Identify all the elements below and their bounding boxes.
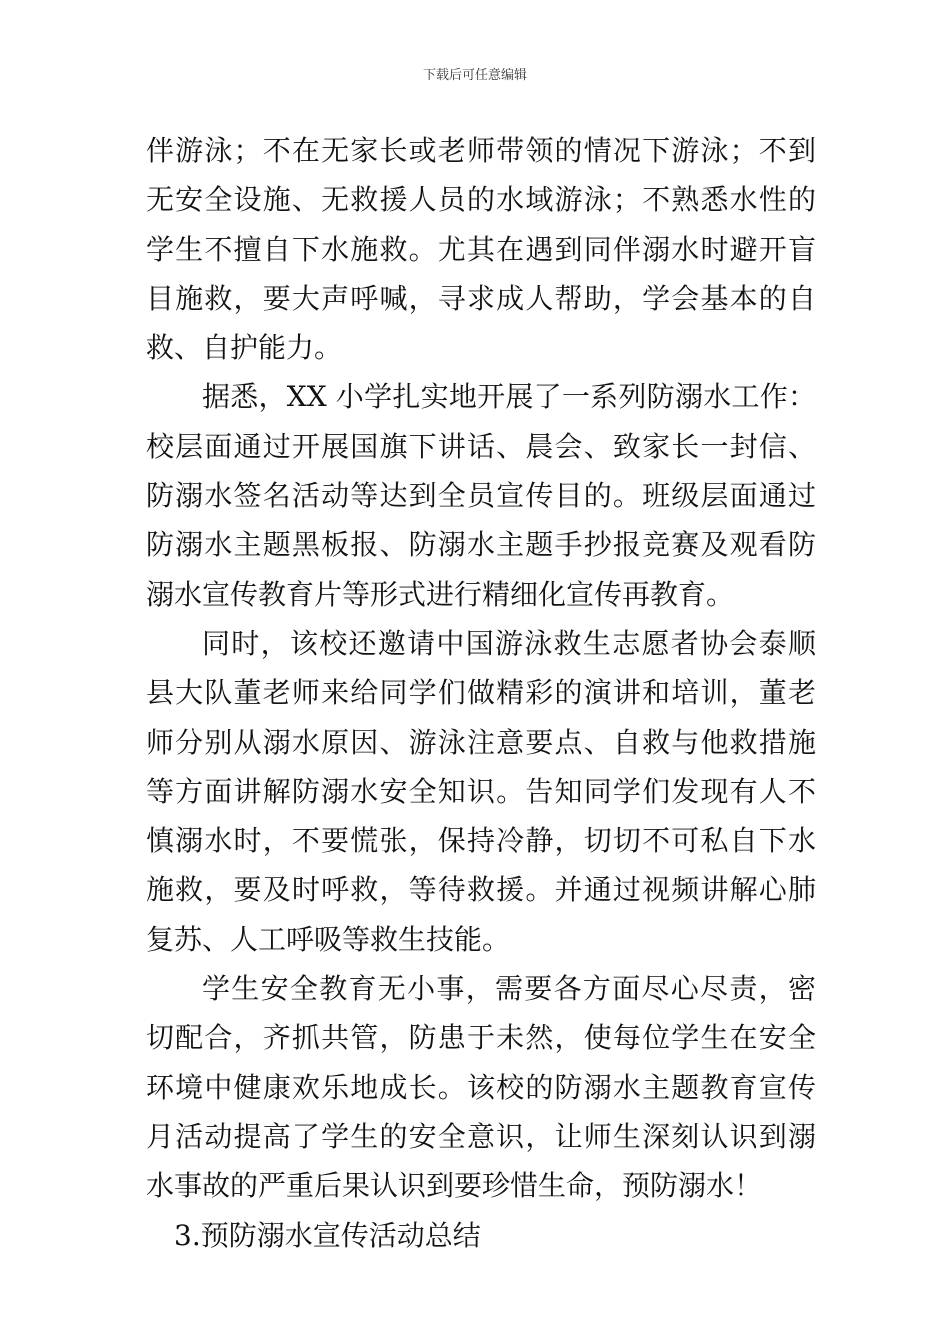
paragraph-training: 同时，该校还邀请中国游泳救生志愿者协会泰顺县大队董老师来给同学们做精彩的演讲和培训，董老师分别从溺水原因、游泳注意要点、自救与他救措施等方面讲解防溺水安全知识。告知同学们发现有人不慎溺水时，不要慌张，保持冷静，切切不可私自下水施救，要及时呼救，等待救援。并通过视频讲解心肺复苏、人工呼吸等救生技能。 xyxy=(146,626,816,956)
document-body xyxy=(146,126,816,1260)
paragraph-school-work: 据悉，XX 小学扎实地开展了一系列防溺水工作：校层面通过开展国旗下讲话、晨会、致家长一封信、防溺水签名活动等达到全员宣传目的。班级层面通过防溺水主题黑板报、防溺水主题手抄报竞赛及观看防溺水宣传教育片等形式进行精细化宣传再教育。 xyxy=(146,380,816,611)
section-heading: 3.预防溺水宣传活动总结 xyxy=(174,1218,481,1252)
paragraph-conclusion: 学生安全教育无小事，需要各方面尽心尽责，密切配合，齐抓共管，防患于未然，使每位学生在安全环境中健康欢乐地成长。该校的防溺水主题教育宣传月活动提高了学生的安全意识，让师生深刻认识到溺水事故的严重后果认识到要珍惜生命，预防溺水！ xyxy=(146,972,816,1203)
page-header: 下载后可任意编辑 xyxy=(422,68,527,83)
paragraph-continuation: 伴游泳；不在无家长或老师带领的情况下游泳；不到无安全设施、无救援人员的水域游泳；不熟悉水性的学生不擅自下水施救。尤其在遇到同伴溺水时避开盲目施救，要大声呼喊，寻求成人帮助，学会基本的自救、自护能力。 xyxy=(146,134,816,365)
